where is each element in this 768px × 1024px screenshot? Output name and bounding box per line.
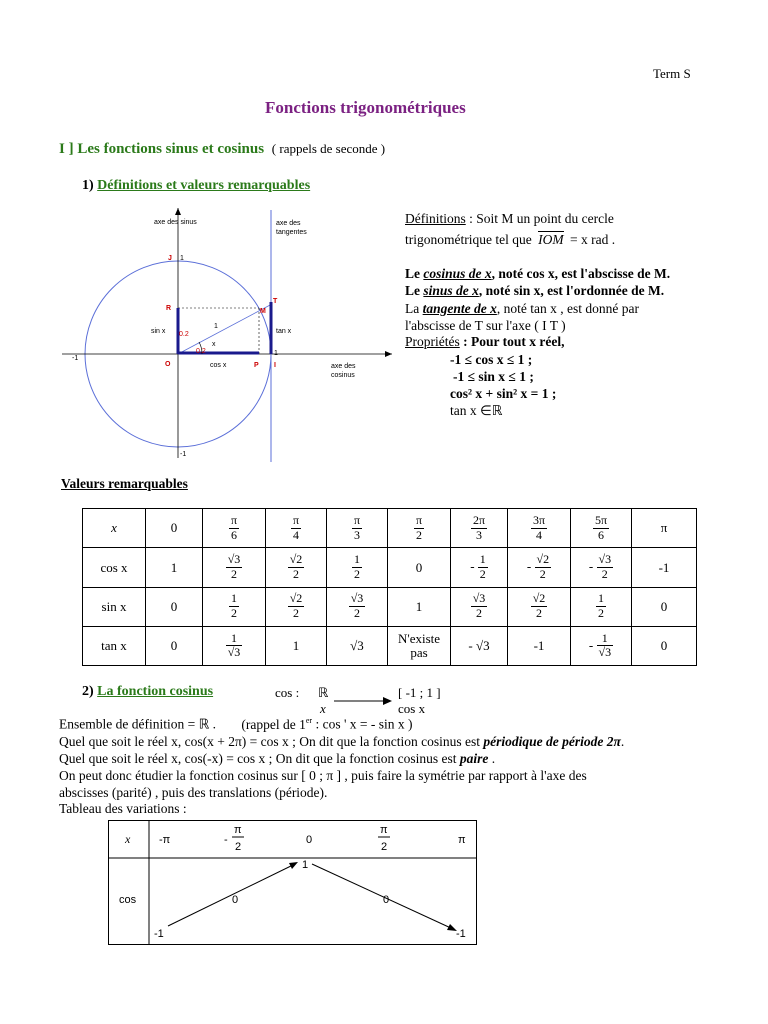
fraction-numerator: 2π (472, 512, 486, 527)
fraction-denominator: 2 (416, 527, 422, 542)
fraction-numerator: √3 (227, 552, 241, 567)
values-row-sin (83, 587, 697, 626)
var-f-1: 0 (232, 894, 239, 906)
label-one-right: 1 (274, 350, 278, 357)
values-cell (266, 509, 327, 548)
section-heading-text: I ] Les fonctions sinus et cosinus (59, 141, 265, 157)
axis-cos-label-2: cosinus (331, 372, 355, 379)
subsection-1-title: Définitions et valeurs remarquables (97, 178, 311, 193)
values-cell-text: 0 (660, 638, 668, 654)
var-x-0: -π (159, 834, 171, 846)
var-f-2: 1 (302, 859, 309, 871)
axis-cos-label-1: axe des (331, 363, 356, 370)
frac-sign: - (588, 558, 597, 574)
fraction-numerator: 1 (226, 632, 243, 647)
values-cell (508, 626, 571, 665)
fraction-denominator: √3 (227, 645, 241, 660)
fraction (597, 632, 614, 661)
values-cell (388, 587, 451, 626)
fraction (229, 514, 239, 543)
values-cell (146, 626, 203, 665)
label-02a: 0.2 (179, 331, 189, 338)
fraction-denominator: 2 (476, 606, 482, 621)
var-f-0: -1 (154, 928, 164, 940)
cos-line-5: abscisses (parité) , puis des translations (période). (59, 785, 328, 800)
fraction-numerator: 5π (594, 512, 608, 527)
var-f-label: cos (119, 894, 137, 906)
properties-intro: : Pour tout x réel, (463, 334, 565, 349)
fraction-numerator: π (292, 512, 300, 527)
values-cell (266, 587, 327, 626)
cos-line-6: Tableau des variations : (59, 801, 187, 816)
values-table (82, 508, 697, 666)
var-x-3-num: π (380, 824, 388, 836)
fraction-denominator: 2 (293, 606, 299, 621)
cos-def-a: Le (405, 266, 420, 281)
fraction (352, 553, 362, 582)
values-cell-text: 0 (170, 598, 178, 614)
fraction-numerator: π (230, 512, 238, 527)
label-one-top: 1 (180, 255, 184, 262)
cos-line-4: On peut donc étudier la fonction cosinus sur [ 0 ; π ] , puis faire la symétrie par rapport à l'axe des (59, 768, 587, 783)
values-cell (451, 509, 508, 548)
subsection-2-number: 2) (82, 684, 94, 699)
properties-line (405, 334, 564, 350)
fraction (471, 514, 487, 543)
tan-def-b: , noté tan x , est donné par (496, 301, 639, 316)
fraction-denominator: 6 (231, 527, 237, 542)
fraction-numerator: √2 (289, 552, 303, 567)
var-x-1-sign: - (224, 834, 228, 846)
fraction (597, 553, 614, 582)
cos-line-3a: Quel que soit le réel x, cos(-x) = cos x ; On dit que la fonction cosinus est (59, 751, 460, 766)
label-cosx: cos x (210, 362, 227, 369)
cos-line-2a: Quel que soit le réel x, cos(x + 2π) = cos x ; On dit que la fonction cosinus est (59, 734, 484, 749)
fraction (531, 514, 547, 543)
fraction-numerator: 1 (597, 632, 614, 647)
values-cell (146, 548, 203, 587)
values-cell-text: 1 (170, 559, 178, 575)
var-x-4: π (458, 834, 466, 846)
sin-def-b: , noté sin x, est l'ordonnée de M. (478, 283, 665, 298)
var-x-2: 0 (306, 834, 313, 846)
cos-line-3b: paire (459, 751, 489, 766)
fraction-numerator: √3 (350, 591, 364, 606)
values-cell (451, 548, 508, 587)
definitions-line-2b: = x rad . (569, 232, 616, 247)
values-cell (327, 548, 388, 587)
fraction-numerator: √2 (536, 552, 550, 567)
fraction (229, 592, 239, 621)
property-4: tan x ∈ℝ (450, 403, 503, 418)
cos-line-2 (59, 734, 624, 750)
values-cell-text: 1 (292, 638, 300, 654)
label-02b: 0.2 (196, 348, 206, 355)
point-I: I (274, 362, 276, 369)
tan-def-a: La (405, 301, 420, 316)
label-minus1-left: -1 (72, 355, 79, 362)
cos-line-2c: . (620, 734, 625, 749)
values-cell (203, 626, 266, 665)
point-O: O (165, 361, 171, 368)
var-arrow-up (168, 864, 295, 926)
label-one-radius: 1 (214, 323, 218, 330)
values-cell (388, 626, 451, 665)
cos-line-1b: (rappel de 1 (241, 716, 306, 732)
map-label: cos : (275, 685, 300, 700)
fraction-denominator: 2 (479, 566, 486, 581)
var-arrow-up-head (289, 862, 298, 869)
values-row-label: sin x (83, 587, 146, 626)
frac-sign: - (526, 558, 535, 574)
tan-def-term: tangente de x (422, 301, 497, 316)
fraction (352, 514, 362, 543)
fraction-denominator: 2 (293, 566, 299, 581)
label-sinx: sin x (151, 328, 166, 335)
label-x-angle: x (212, 341, 216, 348)
fraction (291, 514, 301, 543)
map-domain: ℝ (318, 685, 329, 700)
fraction-numerator: √2 (532, 591, 546, 606)
values-cell (388, 548, 451, 587)
axis-sin-label: axe des sinus (154, 219, 197, 226)
fraction-denominator: 3 (354, 527, 360, 542)
cos-line-1sup: er (305, 716, 313, 725)
cos-definition (405, 266, 670, 282)
sin-definition (405, 283, 664, 299)
cos-def-term: cosinus de x (423, 266, 492, 281)
values-row-cos (83, 548, 697, 587)
fraction-numerator: 1 (354, 552, 360, 567)
subsection-2 (82, 684, 213, 700)
fraction-denominator: 2 (601, 566, 608, 581)
values-row-label: tan x (83, 626, 146, 665)
property-1: -1 ≤ cos x ≤ 1 ; (450, 352, 533, 367)
values-cell (327, 626, 388, 665)
fraction-numerator: √3 (598, 552, 612, 567)
values-cell-text: π (660, 520, 668, 536)
var-f-3: 0 (383, 894, 390, 906)
values-cell-text: 0 (660, 598, 668, 614)
frac-sign: - (588, 636, 597, 652)
label-tanx: tan x (276, 328, 292, 335)
point-P: P (254, 362, 259, 369)
values-cell (327, 509, 388, 548)
values-cell (508, 587, 571, 626)
fraction-denominator: √3 (598, 645, 612, 660)
definitions-line-2a: trigonométrique tel que (405, 232, 532, 247)
values-cell-text: -1 (658, 559, 670, 575)
subsection-1 (82, 178, 310, 194)
var-arrow-down (312, 864, 453, 929)
point-M: M (260, 308, 266, 315)
cos-line-3 (59, 751, 495, 767)
cos-line-2b: périodique de période 2π (483, 734, 621, 749)
tan-definition (405, 301, 639, 317)
values-cell-text: 0 (170, 638, 178, 654)
values-cell (571, 548, 632, 587)
page-title: Fonctions trigonométriques (265, 98, 466, 117)
sin-def-a: Le (405, 283, 420, 298)
fraction-numerator: 1 (598, 591, 604, 606)
values-row-x (83, 509, 697, 548)
values-cell (508, 509, 571, 548)
section-heading (59, 141, 385, 158)
cos-line-1 (59, 716, 413, 733)
fraction (471, 592, 488, 621)
class-label: Term S (653, 66, 691, 81)
properties-label: Propriétés (405, 334, 460, 349)
fraction-numerator: √2 (289, 591, 303, 606)
angle-iom: IOM (538, 232, 564, 247)
fraction (593, 514, 609, 543)
fraction (535, 553, 552, 582)
fraction (596, 592, 606, 621)
fraction-numerator: 1 (479, 552, 486, 567)
values-cell (388, 509, 451, 548)
sin-def-term: sinus de x (423, 283, 479, 298)
y-axis-arrow (175, 208, 181, 215)
fraction-denominator: 2 (354, 606, 360, 621)
point-R: R (166, 305, 172, 312)
values-cell (632, 626, 697, 665)
cos-def-b: , noté cos x, est l'abscisse de M. (491, 266, 671, 281)
values-cell (203, 548, 266, 587)
values-cell (266, 626, 327, 665)
axis-tan-label-2: tangentes (276, 229, 307, 236)
fraction-denominator: 4 (293, 527, 299, 542)
fraction (414, 514, 424, 543)
fraction-numerator: √3 (472, 591, 486, 606)
fraction-denominator: 2 (231, 566, 237, 581)
frac-sign: - (470, 558, 478, 574)
fraction-denominator: 2 (231, 606, 237, 621)
var-f-4: -1 (456, 928, 466, 940)
values-cell-text: √3 (350, 638, 364, 654)
fraction-denominator: 2 (598, 606, 604, 621)
fraction-denominator: 3 (476, 527, 482, 542)
var-x-1-num: π (234, 824, 242, 836)
values-cell-text: N'existe pas (397, 631, 441, 660)
fraction-numerator: π (415, 512, 423, 527)
map-arrow (334, 694, 394, 708)
cos-line-3c: . (488, 751, 496, 766)
fraction-denominator: 2 (539, 566, 546, 581)
values-cell-text: 0 (170, 520, 178, 536)
point-T: T (273, 298, 278, 305)
section-note: ( rappels de seconde ) (271, 141, 386, 156)
radius-OM (178, 304, 272, 354)
fraction (226, 553, 243, 582)
fraction-denominator: 6 (598, 527, 604, 542)
values-cell (266, 548, 327, 587)
variation-table (108, 820, 478, 946)
definitions-line-1 (405, 211, 614, 227)
x-axis-arrow (385, 351, 392, 357)
map-image-text: cos x (398, 701, 426, 716)
values-row-label: cos x (83, 548, 146, 587)
values-cell (632, 509, 697, 548)
cos-line-1a: Ensemble de définition = ℝ . (59, 716, 217, 732)
values-cell (571, 509, 632, 548)
values-table-heading: Valeurs remarquables (61, 476, 188, 491)
label-minus1-bottom: -1 (180, 451, 187, 458)
property-2: -1 ≤ sin x ≤ 1 ; (453, 369, 534, 384)
values-cell-text: 1 (415, 598, 423, 614)
map-image (398, 701, 425, 717)
map-codomain: [ -1 ; 1 ] (398, 685, 441, 700)
values-cell-text: -1 (533, 638, 545, 654)
fraction-denominator: 2 (354, 566, 360, 581)
values-row-label: x (83, 509, 146, 548)
fraction (349, 592, 366, 621)
values-cell-text: 0 (415, 559, 423, 575)
values-cell (632, 548, 697, 587)
fraction (478, 553, 488, 582)
fraction (531, 592, 548, 621)
values-cell (451, 587, 508, 626)
fraction-denominator: 2 (536, 606, 542, 621)
var-x-3-den: 2 (381, 841, 388, 853)
values-row-tan (83, 626, 697, 665)
values-cell (508, 548, 571, 587)
fraction-numerator: 3π (532, 512, 546, 527)
values-cell (146, 509, 203, 548)
cos-line-1c: : cos ' x = - sin x ) (312, 716, 413, 732)
fraction (288, 592, 305, 621)
trig-circle-figure (62, 200, 392, 465)
var-x-1-den: 2 (235, 841, 242, 853)
definitions-line-1-text: : Soit M un point du cercle (469, 211, 614, 226)
subsection-2-title: La fonction cosinus (97, 684, 214, 699)
map-var: x (320, 701, 326, 716)
values-cell (571, 587, 632, 626)
definitions-line-2 (405, 232, 615, 248)
values-cell (146, 587, 203, 626)
fraction-numerator: 1 (231, 591, 237, 606)
values-cell (203, 509, 266, 548)
subsection-1-number: 1) (82, 178, 94, 193)
tan-definition-2: l'abscisse de T sur l'axe ( I T ) (405, 318, 566, 333)
axis-tan-label-1: axe des (276, 220, 301, 227)
fraction-denominator: 4 (536, 527, 542, 542)
values-cell (632, 587, 697, 626)
values-cell (327, 587, 388, 626)
fraction-numerator: π (353, 512, 361, 527)
var-x-label: x (125, 832, 131, 846)
values-cell (451, 626, 508, 665)
fraction (226, 632, 243, 661)
fraction (288, 553, 305, 582)
values-cell (571, 626, 632, 665)
values-cell (203, 587, 266, 626)
property-3: cos² x + sin² x = 1 ; (450, 386, 557, 401)
definitions-label: Définitions (405, 211, 466, 226)
values-cell-text: - √3 (468, 638, 490, 654)
point-J: J (168, 255, 172, 262)
